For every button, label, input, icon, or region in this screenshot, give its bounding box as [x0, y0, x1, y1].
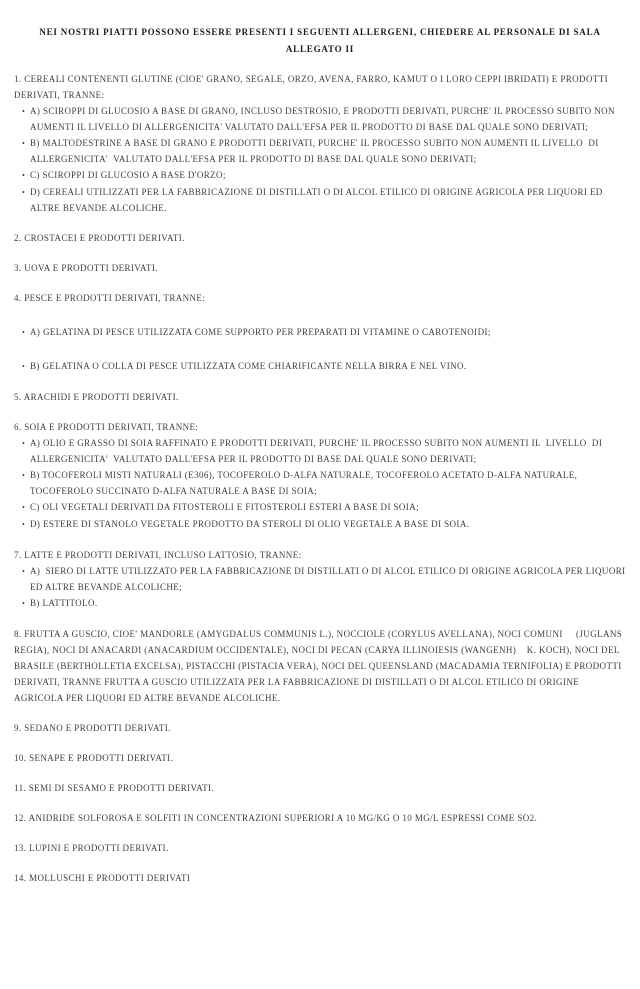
bullet-icon [22, 167, 30, 184]
bullet-icon [22, 135, 30, 152]
list-item [22, 103, 626, 135]
bullet-icon [22, 516, 30, 533]
list-item [22, 135, 626, 167]
bullet-icon [22, 435, 30, 452]
allergen-paragraph: 8. FRUTTA A GUSCIO, CIOE' MANDORLE (AMYGDALUS COMMUNIS L.), NOCCIOLE (CORYLUS AVELLANA), NOCI COMUNI (JUGLANS REGIA), NOCI DI ANACARDI (ANACARDIUM OCCIDENTALE), NOCI DI PECAN (CARYA ILLINOIESIS (WANGENH) K. KOCH), NOCI DEL BRASILE (BERTHOLLETIA EXCELSA), PISTACCHI (PISTACIA VERA), NOCI DEL QUEENSLAND (MACADAMIA TERNIFOLIA) E PRODOTTI DERIVATI, TRANNE FRUTTA A GUSCIO UTILIZZATA PER LA FABBRICAZIONE DI DISTILLATI O DI ALCOL ETILICO DI ORIGINE AGRICOLA PER LIQUORI ED ALTRE BEVANDE ALCOLICHE. [14, 629, 625, 703]
allergen-paragraph: 1. CEREALI CONTENENTI GLUTINE (CIOE' GRANO, SEGALE, ORZO, AVENA, FARRO, KAMUT O I LORO CEPPI IBRIDATI) E PRODOTTI DERIVATI, TRANNE: [14, 74, 611, 100]
list-item-text: B) GELATINA O COLLA DI PESCE UTILIZZATA COME CHIARIFICANTE NELLA BIRRA E NEL VINO. [30, 361, 467, 371]
list-item [22, 467, 626, 499]
list-item [22, 358, 626, 375]
document-subtitle: ALLEGATO II [285, 44, 355, 54]
allergen-paragraph: 9. SEDANO E PRODOTTI DERIVATI. [14, 723, 171, 733]
allergen-paragraph: 2. CROSTACEI E PRODOTTI DERIVATI. [14, 233, 185, 243]
allergen-list [14, 435, 626, 533]
list-item-text: A) SCIROPPI DI GLUCOSIO A BASE DI GRANO, INCLUSO DESTROSIO, E PRODOTTI DERIVATI, PURCHE' IL PROCESSO SUBITO NON AUMENTI IL LIVELLO DI ALLERGENICITA' VALUTATO DALL'EFSA PER IL PRODOTTO DI BASE DAL QUALE SONO DERIVATI; [30, 106, 618, 132]
allergen-item-10 [14, 750, 626, 766]
list-item-text: A) SIERO DI LATTE UTILIZZATO PER LA FABBRICAZIONE DI DISTILLATI O DI ALCOL ETILICO DI ORIGINE AGRICOLA PER LIQUORI ED ALTRE BEVANDE ALCOLICHE; [30, 566, 629, 592]
list-item [22, 184, 626, 216]
allergen-paragraph: 4. PESCE E PRODOTTI DERIVATI, TRANNE: [14, 293, 206, 303]
allergen-list [14, 103, 626, 216]
document-header [14, 24, 626, 58]
bullet-icon [22, 499, 30, 516]
bullet-icon [22, 563, 30, 580]
list-item [22, 499, 626, 516]
allergen-paragraph: 14. MOLLUSCHI E PRODOTTI DERIVATI [14, 873, 191, 883]
list-item-text: A) GELATINA DI PESCE UTILIZZATA COME SUPPORTO PER PREPARATI DI VITAMINE O CAROTENOIDI; [30, 327, 491, 337]
bullet-icon [22, 595, 30, 612]
allergen-item-1 [14, 71, 626, 216]
list-item-text: B) LATTITOLO. [30, 598, 98, 608]
allergen-paragraph: 5. ARACHIDI E PRODOTTI DERIVATI. [14, 392, 179, 402]
allergen-item-7 [14, 547, 629, 612]
bullet-icon [22, 184, 30, 201]
document-title: NEI NOSTRI PIATTI POSSONO ESSERE PRESENTI I SEGUENTI ALLERGENI, CHIEDERE AL PERSONALE DI SALA [39, 27, 601, 37]
bullet-icon [22, 103, 30, 120]
bullet-icon [22, 324, 30, 341]
list-item-text: C) SCIROPPI DI GLUCOSIO A BASE D'ORZO; [30, 170, 226, 180]
list-item [22, 167, 626, 184]
allergen-item-2 [14, 230, 626, 246]
allergen-paragraph: 7. LATTE E PRODOTTI DERIVATI, INCLUSO LATTOSIO, TRANNE: [14, 550, 302, 560]
bullet-icon [22, 467, 30, 484]
list-item [22, 595, 626, 612]
allergen-item-12 [14, 810, 626, 826]
allergen-paragraph: 6. SOIA E PRODOTTI DERIVATI, TRANNE: [14, 422, 199, 432]
bullet-icon [22, 358, 30, 375]
allergen-item-6 [14, 419, 626, 533]
allergen-paragraph: 10. SENAPE E PRODOTTI DERIVATI. [14, 753, 174, 763]
list-item-text: B) TOCOFEROLI MISTI NATURALI (E306), TOCOFEROLO D-ALFA NATURALE, TOCOFEROLO ACETATO D-ALFA NATURALE, TOCOFEROLO SUCCINATO D-ALFA NATURALE A BASE DI SOIA; [30, 470, 580, 496]
allergen-item-4 [14, 290, 626, 375]
allergen-item-11 [14, 780, 626, 796]
allergen-item-14 [14, 870, 626, 886]
list-item-text: D) CEREALI UTILIZZATI PER LA FABBRICAZIONE DI DISTILLATI O DI ALCOL ETILICO DI ORIGINE AGRICOLA PER LIQUORI ED ALTRE BEVANDE ALCOLICHE. [30, 187, 605, 213]
allergen-item-13 [14, 840, 626, 856]
allergen-list [14, 563, 629, 612]
list-item-text: B) MALTODESTRINE A BASE DI GRANO E PRODOTTI DERIVATI, PURCHE' IL PROCESSO SUBITO NON AUMENTI IL LIVELLO DI ALLERGENICITA' VALUTATO DALL'EFSA PER IL PRODOTTO DI BASE DAL QUALE SONO DERIVATI; [30, 138, 604, 164]
allergen-paragraph: 12. ANIDRIDE SOLFOROSA E SOLFITI IN CONCENTRAZIONI SUPERIORI A 10 MG/KG O 10 MG/L ESPRESSI COME SO2. [14, 813, 538, 823]
allergen-item-5 [14, 389, 626, 405]
allergen-paragraph: 3. UOVA E PRODOTTI DERIVATI. [14, 263, 158, 273]
list-item-text: C) OLI VEGETALI DERIVATI DA FITOSTEROLI E FITOSTEROLI ESTERI A BASE DI SOIA; [30, 502, 420, 512]
allergen-item-3 [14, 260, 626, 276]
list-item [22, 563, 629, 595]
allergen-paragraph: 11. SEMI DI SESAMO E PRODOTTI DERIVATI. [14, 783, 215, 793]
allergen-item-9 [14, 720, 626, 736]
list-item-text: A) OLIO E GRASSO DI SOIA RAFFINATO E PRODOTTI DERIVATI, PURCHE' IL PROCESSO SUBITO NON AUMENTI IL LIVELLO DI ALLERGENICITA' VALUTATO DALL'EFSA PER IL PRODOTTO DI BASE DAL QUALE SONO DERIVATI; [30, 438, 608, 464]
allergen-item-8 [14, 626, 626, 706]
list-item [22, 324, 626, 341]
list-item-text: D) ESTERE DI STANOLO VEGETALE PRODOTTO DA STEROLI DI OLIO VEGETALE A BASE DI SOIA. [30, 519, 470, 529]
list-item [22, 516, 626, 533]
allergen-list [14, 324, 626, 375]
allergen-paragraph: 13. LUPINI E PRODOTTI DERIVATI. [14, 843, 169, 853]
list-item [22, 435, 626, 467]
